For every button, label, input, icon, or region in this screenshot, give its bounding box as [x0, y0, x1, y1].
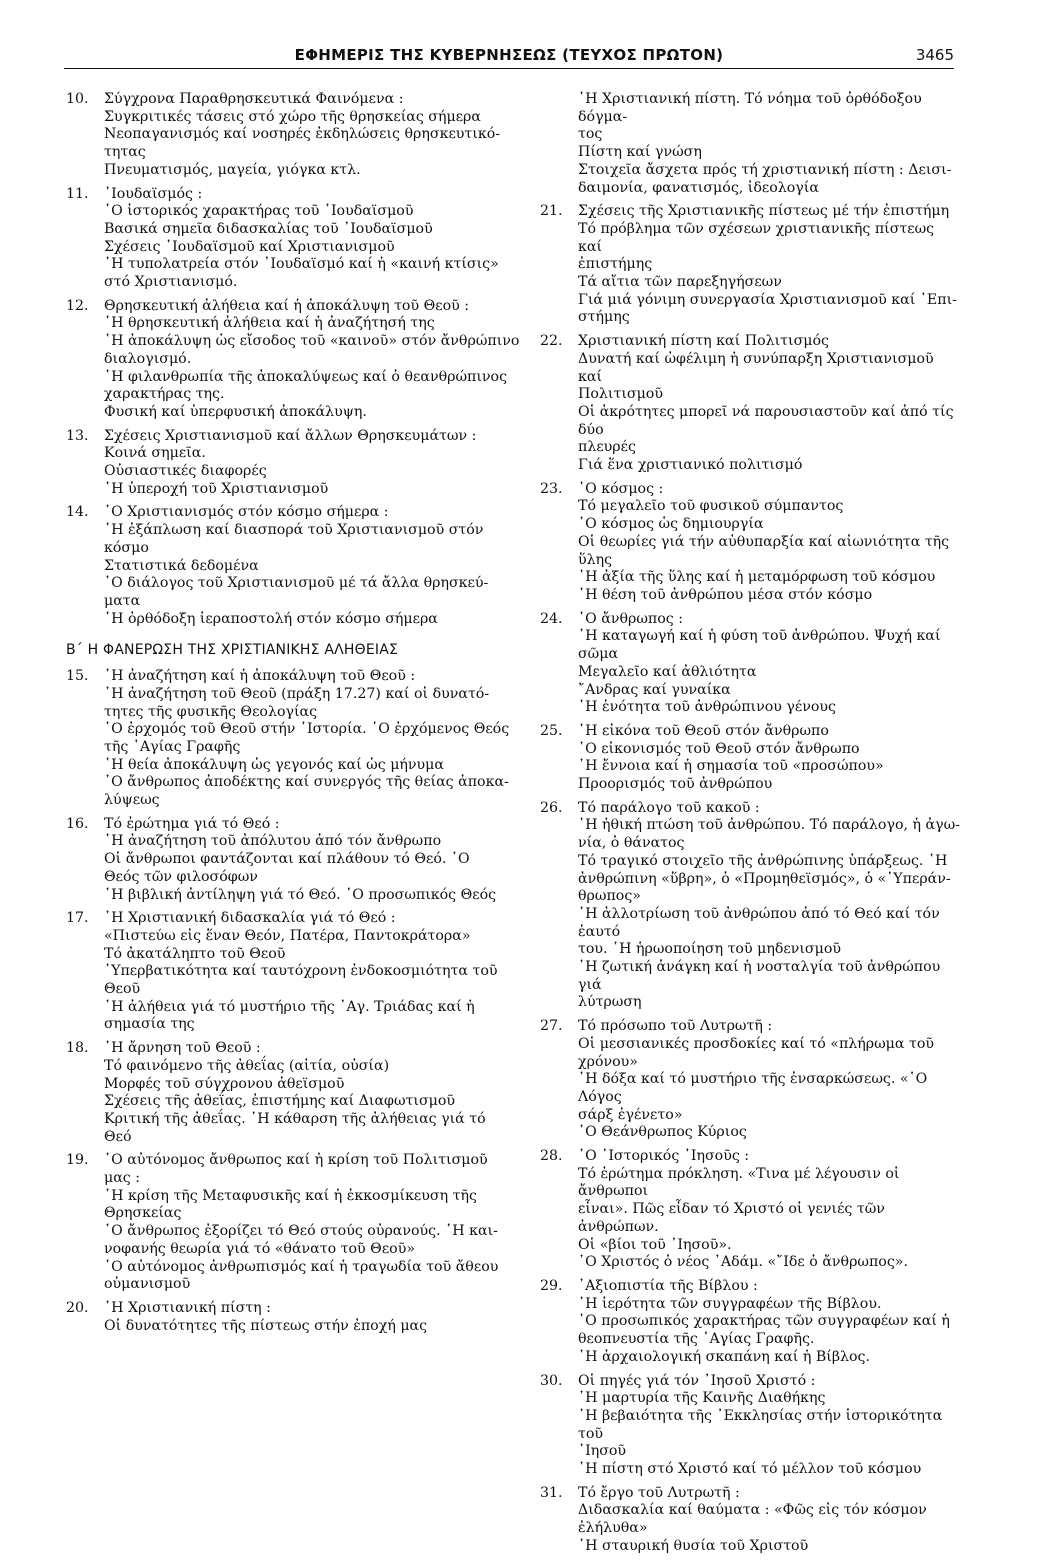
syllabus-item	[66, 816, 524, 905]
item-title: ῾Η Χριστιανική πίστη :	[104, 1300, 271, 1316]
item-line: ῾Η μαρτυρία τῆς Καινῆς Διαθήκης	[578, 1390, 826, 1407]
item-line: τητας	[104, 144, 146, 161]
item-line: Οὐσιαστικές διαφορές	[104, 463, 267, 480]
item-title: ῾Η ἄρνηση τοῦ Θεοῦ :	[104, 1040, 261, 1057]
item-line: ἀνθρώπινη «ὕβρη», ὁ «Προμηθεϊσμός», ὁ «῾Υπεράν-	[578, 870, 951, 887]
item-line: ῾Η φιλανθρωπία τῆς ἀποκαλύψεως καί ὁ θεανθρώπινος	[104, 368, 508, 385]
item-line: χαρακτήρας της.	[104, 386, 225, 403]
item-line: χρόνου»	[578, 1053, 638, 1070]
item-line: ῾Ο ἄνθρωπος ἀποδέκτης καί συνεργός τῆς θείας ἀποκα-	[104, 774, 509, 791]
item-line: Μεγαλεῖο καί ἀθλιότητα	[578, 663, 757, 680]
item-heading	[540, 611, 960, 629]
item-line: Τό ἐρώτημα πρόκληση. «Τινα μέ λέγουσιν οἱ ἄνθρωποι	[578, 1165, 900, 1200]
item-heading	[540, 1018, 960, 1036]
item-line: ῾Ο προσωπικός χαρακτήρας τῶν συγγραφέων καί ἡ	[578, 1313, 950, 1330]
item-line: Τό μεγαλεῖο τοῦ φυσικοῦ σύμπαντος	[578, 498, 844, 515]
item-title: ᾿Ιουδαϊσμός :	[104, 185, 203, 202]
item-number: 11.	[66, 185, 89, 202]
item-title: ῾Ο αὐτόνομος ἄνθρωπος καί ἡ κρίση τοῦ Πολιτισμοῦ	[104, 1152, 488, 1169]
item-line: Στοιχεῖα ἄσχετα πρός τή χριστιανική πίστη : Δεισι-	[578, 161, 952, 178]
item-line: σημασία της	[104, 1016, 195, 1033]
item-line: Οἱ μεσσιανικές προσδοκίες καί τό «πλήρωμα τοῦ	[578, 1035, 935, 1052]
syllabus-item	[66, 1152, 524, 1294]
item-title: Θρησκευτική ἀλήθεια καί ἡ ἀποκάλυψη τοῦ Θεοῦ :	[104, 297, 470, 314]
item-line: ῾Η ἀρχαιολογική σκαπάνη καί ἡ Βίβλος.	[578, 1348, 871, 1365]
item-number: 22.	[540, 333, 563, 350]
item-heading	[66, 1040, 524, 1058]
syllabus-item	[66, 298, 524, 422]
part-heading: Β΄ Η ΦΑΝΕΡΩΣΗ ΤΗΣ ΧΡΙΣΤΙΑΝΙΚΗΣ ΑΛΗΘΕΙΑΣ	[66, 642, 399, 659]
syllabus-item	[540, 333, 960, 475]
item-line: του. ῾Η ἡρωοποίηση τοῦ μηδενισμοῦ	[578, 941, 841, 958]
item-line: Συγκριτικές τάσεις στό χώρο τῆς θρησκείας σήμερα	[104, 108, 481, 125]
item-line: εἶναι». Πῶς εἶδαν τό Χριστό οἱ γενιές τῶν ἀνθρώπων.	[578, 1201, 885, 1235]
item-line: ῾Ο αὐτόνομος ἀνθρωπισμός καί ἡ τραγωδία τοῦ ἄθεου	[104, 1258, 499, 1275]
item-line: Γιά ἕνα χριστιανικό πολιτισμό	[578, 457, 803, 474]
item-heading	[66, 910, 524, 928]
syllabus-item	[66, 504, 524, 628]
item-line: ῾Ο Χριστός ὁ νέος ᾿Αδάμ. «῎Ιδε ὁ ἄνθρωπος».	[578, 1254, 908, 1271]
header-rule	[64, 68, 954, 69]
item-line: Τό πρόβλημα τῶν σχέσεων χριστιανικῆς πίστεως καί	[578, 220, 935, 255]
item-line: Στατιστικά δεδομένα	[104, 557, 259, 574]
left-column	[66, 91, 524, 1339]
item-heading	[66, 298, 524, 316]
item-title: Σύγχρονα Παραθρησκευτικά Φαινόμενα :	[104, 91, 404, 107]
item-line: ῾Η ἀλήθεια γιά τό μυστήριο τῆς ῾Αγ. Τριάδας καί ἡ	[104, 998, 475, 1015]
item-line: ῾Η Χριστιανική πίστη. Τό νόημα τοῦ ὀρθόδοξου δόγμα-	[578, 91, 922, 125]
item-line: ῾Η ἐξάπλωση καί διασπορά τοῦ Χριστιανισμοῦ στόν	[104, 522, 484, 539]
item-number: 14.	[66, 504, 89, 521]
item-line: Οἱ ἀκρότητες μπορεῖ νά παρουσιαστοῦν καί ἀπό τίς δύο	[578, 403, 954, 438]
right-column	[540, 91, 960, 1560]
syllabus-item	[540, 1278, 960, 1367]
item-line: ῾Η ἱερότητα τῶν συγγραφέων τῆς Βίβλου.	[578, 1295, 882, 1312]
item-line: Διδασκαλία καί θαύματα : «Φῶς εἰς τόν κόσμον	[578, 1502, 927, 1519]
item-line: ῾Η βιβλική ἀντίληψη γιά τό Θεό. ῾Ο προσωπικός Θεός	[104, 886, 497, 903]
item-line: τῆς ῾Αγίας Γραφῆς	[104, 738, 241, 755]
item-line: ῾Ο κόσμος ὡς δημιουργία	[578, 516, 764, 533]
item-line: μας :	[104, 1170, 141, 1187]
item-number: 26.	[540, 799, 563, 816]
item-line: Πολιτισμοῦ	[578, 386, 663, 403]
item-line: ῾Η ἀξία τῆς ὕλης καί ἡ μεταμόρφωση τοῦ κόσμου	[578, 569, 936, 586]
item-line: Μορφές τοῦ σύγχρονου ἀθεϊσμοῦ	[104, 1075, 345, 1092]
item-line: σάρξ ἐγένετο»	[578, 1106, 683, 1123]
item-line: ῾Η θεία ἀποκάλυψη ὡς γεγονός καί ὡς μήνυμα	[104, 756, 444, 773]
syllabus-item	[540, 91, 960, 197]
item-heading	[66, 1152, 524, 1170]
syllabus-item	[66, 1040, 524, 1146]
item-number: 17.	[66, 910, 89, 927]
item-line: ῾Η κρίση τῆς Μεταφυσικῆς καί ἡ ἐκκοσμίκευση τῆς	[104, 1187, 477, 1204]
item-line: ῾Ο ἄνθρωπος ἐξορίζει τό Θεό στούς οὐρανούς. ῾Η και-	[104, 1223, 498, 1240]
item-line: ῾Η ἀναζήτηση τοῦ Θεοῦ (πράξη 17.27) καί οἱ δυνατό-	[104, 685, 490, 702]
item-line: ῾Η ἠθική πτώση τοῦ ἀνθρώπου. Τό παράλογο, ἡ ἀγω-	[578, 817, 960, 834]
syllabus-item	[66, 910, 524, 1034]
item-line: Τό τραγικό στοιχεῖο τῆς ἀνθρώπινης ὑπάρξεως. ῾Η	[578, 852, 948, 869]
item-line: ἐπιστήμης	[578, 256, 653, 273]
item-line: ῎Ανδρας καί γυναίκα	[578, 681, 731, 698]
item-line: ῾Ο εἰκονισμός τοῦ Θεοῦ στόν ἄνθρωπο	[578, 740, 860, 757]
item-line: ῾Η σταυρική θυσία τοῦ Χριστοῦ	[578, 1537, 809, 1554]
item-title: Τό ἔργο τοῦ Λυτρωτῆ :	[578, 1484, 740, 1501]
item-title: Τό πρόσωπο τοῦ Λυτρωτῆ :	[578, 1018, 773, 1035]
item-line: ῾Η ζωτική ἀνάγκη καί ἡ νοσταλγία τοῦ ἀνθρώπου γιά	[578, 959, 941, 993]
syllabus-item	[66, 1300, 524, 1335]
item-heading	[540, 203, 960, 221]
item-heading	[66, 816, 524, 834]
item-number: 25.	[540, 722, 563, 739]
item-line: ῾Η καταγωγή καί ἡ φύση τοῦ ἀνθρώπου. Ψυχή καί	[578, 628, 941, 645]
item-number: 30.	[540, 1372, 563, 1389]
item-heading	[540, 800, 960, 818]
item-title: Τό ἐρώτημα γιά τό Θεό :	[104, 815, 280, 832]
item-title: ῾Η Χριστιανική διδασκαλία γιά τό Θεό :	[104, 910, 396, 927]
page-header	[64, 44, 954, 72]
item-line: πλευρές	[578, 439, 636, 456]
item-number: 27.	[540, 1018, 563, 1035]
item-line: νοφανής θεωρία γιά τό «θάνατο τοῦ Θεοῦ»	[104, 1240, 416, 1257]
item-line: ῾Η τυπολατρεία στόν ᾿Ιουδαϊσμό καί ἡ «καινή κτίσις»	[104, 256, 499, 273]
item-line: Οἱ δυνατότητες τῆς πίστεως στήν ἐποχή μας	[104, 1317, 428, 1334]
item-heading	[66, 1300, 524, 1318]
item-number: 18.	[66, 1040, 89, 1057]
syllabus-item	[66, 91, 524, 180]
item-title: Σχέσεις Χριστιανισμοῦ καί ἄλλων Θρησκευμάτων :	[104, 427, 477, 444]
item-number: 23.	[540, 480, 563, 497]
item-line: ῾Η ὑπεροχή τοῦ Χριστιανισμοῦ	[104, 480, 329, 497]
item-line: θρωπος»	[578, 888, 641, 905]
item-line: ῾Η ἔννοια καί ἡ σημασία τοῦ «προσώπου»	[578, 758, 884, 775]
item-line: ῾Η πίστη στό Χριστό καί τό μέλλον τοῦ κόσμου	[578, 1461, 922, 1478]
item-line: ῾Η ἀναζήτηση τοῦ ἀπόλυτου ἀπό τόν ἄνθρωπο	[104, 833, 442, 850]
item-number: 12.	[66, 297, 89, 314]
item-line: ῾Υπερβατικότητα καί ταυτόχρονη ἐνδοκοσμιότητα τοῦ	[104, 963, 498, 980]
syllabus-item	[66, 428, 524, 499]
item-title: ῾Ο Χριστιανισμός στόν κόσμο σήμερα :	[104, 504, 389, 521]
syllabus-item	[540, 1485, 960, 1556]
syllabus-item	[66, 668, 524, 810]
syllabus-item	[540, 1148, 960, 1272]
item-title: Τό παράλογο τοῦ κακοῦ :	[578, 799, 760, 816]
item-heading	[66, 91, 524, 109]
item-line: Οἱ «βίοι τοῦ ᾿Ιησοῦ».	[578, 1236, 732, 1253]
item-number: 31.	[540, 1484, 563, 1501]
item-line: λύψεως	[104, 792, 160, 809]
item-number: 16.	[66, 815, 89, 832]
page-number: 3465	[915, 46, 954, 64]
item-line: ῾Η δόξα καί τό μυστήριο τῆς ἐνσαρκώσεως. «῾Ο Λόγος	[578, 1071, 928, 1105]
item-line: Κοινά σημεῖα.	[104, 445, 206, 462]
gazette-title: ΕΦΗΜΕΡΙΣ ΤΗΣ ΚΥΒΕΡΝΗΣΕΩΣ (ΤΕΥΧΟΣ ΠΡΩΤΟΝ)	[294, 46, 724, 64]
item-line: ἐλήλυθα»	[578, 1520, 648, 1537]
item-line: ῾Η ἀποκάλυψη ὡς εἴσοδος τοῦ «καινοῦ» στόν ἄνθρώπινο	[104, 333, 520, 350]
item-line: ῾Ο Θεάνθρωπος Κύριος	[578, 1124, 747, 1141]
item-line: Πίστη καί γνώση	[578, 144, 702, 161]
item-line: Σχέσεις τῆς ἀθεΐας, ἐπιστήμης καί Διαφωτισμοῦ	[104, 1093, 456, 1110]
item-line: Θεοῦ	[104, 981, 141, 998]
item-line: «Πιστεύω εἰς ἕναν Θεόν, Πατέρα, Παντοκράτορα»	[104, 927, 471, 944]
item-heading	[540, 1373, 960, 1391]
item-line: Τά αἴτια τῶν παρεξηγήσεων	[578, 274, 782, 291]
item-number: 29.	[540, 1278, 563, 1294]
item-line: Φυσική καί ὑπερφυσική ἀποκάλυψη.	[104, 403, 367, 420]
item-line: ῾Ο διάλογος τοῦ Χριστιανισμοῦ μέ τά ἄλλα θρησκεύ-	[104, 575, 489, 592]
item-line: Βασικά σημεῖα διδασκαλίας τοῦ ᾿Ιουδαϊσμοῦ	[104, 220, 433, 237]
item-line: ῾Η ὀρθόδοξη ἱεραποστολή στόν κόσμο σήμερα	[104, 610, 438, 627]
item-title: ῾Η εἰκόνα τοῦ Θεοῦ στόν ἄνθρωπο	[578, 722, 829, 739]
syllabus-item	[540, 723, 960, 794]
item-number: 15.	[66, 668, 89, 685]
item-heading	[66, 504, 524, 522]
item-heading	[540, 1278, 960, 1296]
item-line: στό Χριστιανισμό.	[104, 274, 238, 291]
item-title: Οἱ πηγές γιά τόν ᾿Ιησοῦ Χριστό :	[578, 1372, 816, 1389]
item-line: Θεός τῶν φιλοσόφων	[104, 868, 258, 885]
item-line: θεοπνευστία τῆς ῾Αγίας Γραφῆς.	[578, 1331, 815, 1348]
item-line: κόσμο	[104, 539, 149, 556]
item-line: δαιμονία, φανατισμός, ἰδεολογία	[578, 179, 819, 196]
item-line: διαλογισμό.	[104, 350, 192, 367]
item-line: σῶμα	[578, 646, 619, 663]
item-line: στήμης	[578, 309, 630, 326]
item-heading	[66, 428, 524, 446]
item-title: ῾Ο κόσμος :	[578, 480, 664, 497]
item-line: λύτρωση	[578, 994, 642, 1011]
item-number: 21.	[540, 203, 563, 220]
item-line: Κριτική τῆς ἀθεΐας. ῾Η κάθαρση τῆς ἀλήθειας γιά τό	[104, 1110, 486, 1127]
item-number: 13.	[66, 427, 89, 444]
item-line: ῾Η θρησκευτική ἀλήθεια καί ἡ ἀναζήτησή της	[104, 315, 435, 332]
syllabus-item	[540, 203, 960, 327]
syllabus-item	[540, 1373, 960, 1479]
item-line: νία, ὁ θάνατος	[578, 835, 685, 852]
item-line: ῾Η βεβαιότητα τῆς ᾿Εκκλησίας στήν ἱστορικότητα τοῦ	[578, 1407, 943, 1442]
item-line: ῾Ο ἱστορικός χαρακτήρας τοῦ ᾿Ιουδαϊσμοῦ	[104, 203, 414, 220]
item-heading	[66, 668, 524, 686]
item-heading	[540, 723, 960, 741]
item-line: Πνευματισμός, μαγεία, γιόγκα κτλ.	[104, 161, 361, 178]
item-line: ῾Ο ἐρχομός τοῦ Θεοῦ στήν ῾Ιστορία. ῾Ο ἐρχόμενος Θεός	[104, 721, 510, 738]
item-number: 10.	[66, 91, 89, 107]
item-heading	[66, 186, 524, 204]
item-line: Θεό	[104, 1128, 132, 1145]
item-number: 24.	[540, 610, 563, 627]
item-number: 20.	[66, 1300, 89, 1316]
item-line: τος	[578, 126, 603, 143]
item-line: Οἱ ἄνθρωποι φαντάζονται καί πλάθουν τό Θεό. ῾Ο	[104, 851, 470, 868]
item-line: Δυνατή καί ὠφέλιμη ἡ συνύπαρξη Χριστιανισμοῦ καί	[578, 350, 934, 385]
item-line: ῾Η ἀλλοτρίωση τοῦ ἀνθρώπου ἀπό τό Θεό καί τόν ἑαυτό	[578, 905, 940, 940]
item-title: Σχέσεις τῆς Χριστιανικῆς πίστεως μέ τήν ἐπιστήμη	[578, 203, 950, 220]
item-line: ματα	[104, 592, 141, 609]
item-heading	[540, 481, 960, 499]
item-line: Νεοπαγανισμός καί νοσηρές ἐκδηλώσεις θρησκευτικό-	[104, 126, 501, 143]
item-line: τητες τῆς φυσικῆς Θεολογίας	[104, 703, 318, 720]
item-title: ῾Ο ἄνθρωπος :	[578, 610, 683, 627]
item-title: ᾿Αξιοπιστία τῆς Βίβλου :	[578, 1278, 758, 1294]
item-heading	[540, 333, 960, 351]
item-number: 28.	[540, 1148, 563, 1165]
item-line: Οἱ θεωρίες γιά τήν αὐθυπαρξία καί αἰωνιότητα τῆς ὕλης	[578, 533, 950, 568]
syllabus-item	[540, 611, 960, 717]
item-line: Τό ἀκατάληπτο τοῦ Θεοῦ	[104, 945, 286, 962]
item-heading	[540, 1148, 960, 1166]
syllabus-item	[66, 186, 524, 292]
item-line: ᾿Ιησοῦ	[578, 1443, 627, 1460]
item-line: ῾Η ἑνότητα τοῦ ἀνθρώπινου γένους	[578, 699, 836, 716]
item-line: ῾Η θέση τοῦ ἀνθρώπου μέσα στόν κόσμο	[578, 586, 873, 603]
item-line: οὐμανισμοῦ	[104, 1276, 191, 1293]
syllabus-item	[540, 800, 960, 1012]
item-line: Θρησκείας	[104, 1205, 182, 1222]
item-line: Προορισμός τοῦ ἀνθρώπου	[578, 776, 773, 793]
item-line: Τό φαινόμενο τῆς ἀθεΐας (αἰτία, οὐσία)	[104, 1057, 390, 1074]
item-title: ῾Ο ῾Ιστορικός ᾿Ιησοῦς :	[578, 1148, 750, 1165]
syllabus-item	[540, 481, 960, 605]
item-title: ῾Η ἀναζήτηση καί ἡ ἀποκάλυψη τοῦ Θεοῦ :	[104, 668, 416, 685]
item-number: 19.	[66, 1152, 89, 1169]
item-line: Σχέσεις ᾿Ιουδαϊσμοῦ καί Χριστιανισμοῦ	[104, 238, 395, 255]
item-title: Χριστιανική πίστη καί Πολιτισμός	[578, 333, 829, 350]
item-line: Γιά μιά γόνιμη συνεργασία Χριστιανισμοῦ καί ᾿Επι-	[578, 291, 957, 308]
syllabus-item	[540, 1018, 960, 1142]
